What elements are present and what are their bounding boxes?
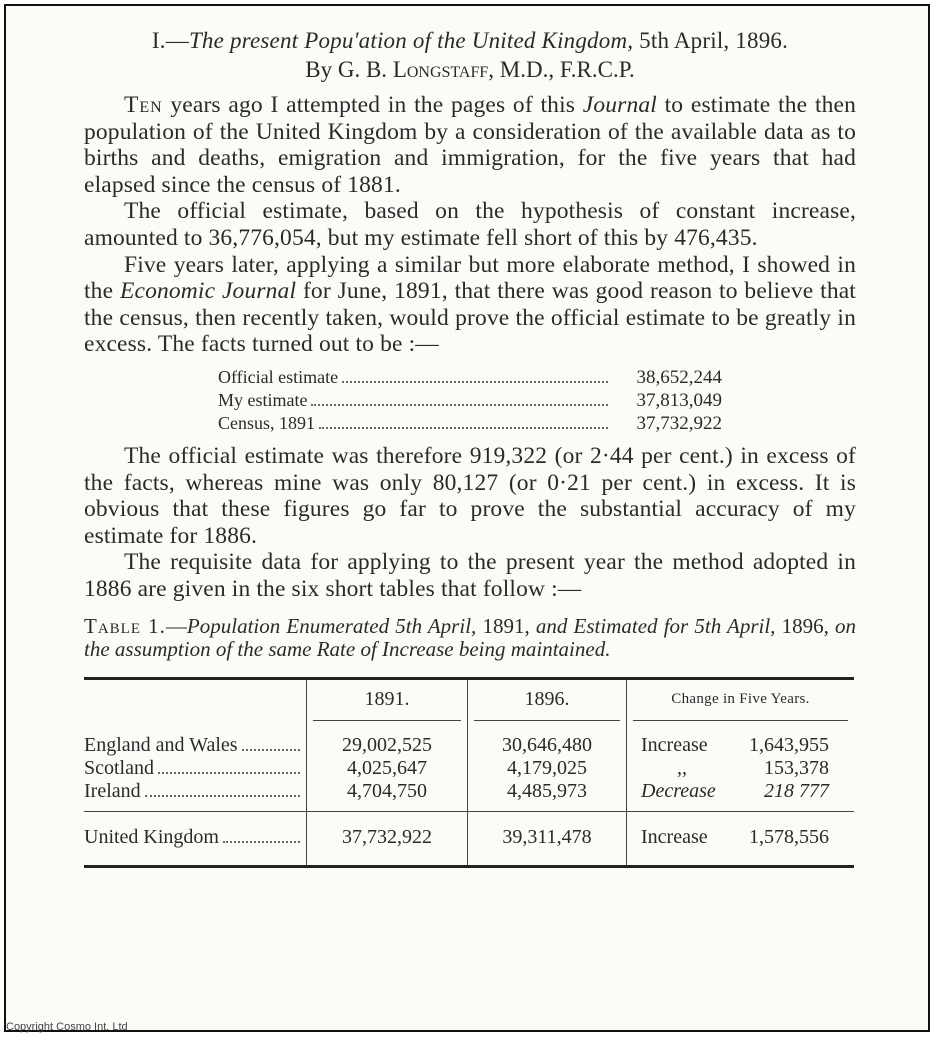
total-1896-cell: [468, 811, 627, 865]
caption-text-a: Population Enumerated 5th April,: [186, 613, 477, 638]
region-line: [84, 734, 306, 757]
y1891-value: 4,704,750: [347, 779, 427, 802]
fact-value: 38,652,244: [636, 366, 722, 388]
header-underline: [313, 720, 461, 721]
paragraph-5: The requisite data for applying to the present year the method adopted in 1886 are given in the six short tables that follow :—: [84, 549, 856, 602]
byline-initials: G. B.: [337, 57, 393, 82]
change-cell: [627, 720, 855, 812]
y1896-value: 4,179,025: [507, 756, 587, 779]
y1891-value: 4,025,647: [347, 756, 427, 779]
total-change-word: Increase: [641, 825, 708, 848]
region-name: Scotland: [84, 756, 154, 779]
title-prefix: I.—: [151, 28, 189, 53]
caption-year-2: 1896,: [775, 613, 836, 638]
leader-dots: [145, 795, 300, 797]
paragraph-3-text-a: Five years later, applying a similar but more elaborate method, I showed in the: [84, 251, 856, 305]
fact-row: [218, 412, 722, 435]
table-header-row: [84, 680, 854, 720]
header-change-text: Change in Five Years.: [671, 691, 810, 707]
fact-row: [218, 366, 722, 389]
byline-name: Longstaff: [392, 57, 489, 82]
paragraph-3: [84, 252, 856, 358]
header-1891-text: 1891.: [364, 688, 410, 710]
total-region-cell: [84, 811, 307, 865]
total-1891-cell: [307, 811, 468, 865]
change-word: ,,: [677, 756, 687, 779]
paragraph-4: The official estimate was therefore 919,322 (or 2·44 per cent.) in excess of the facts, whereas mine was only 80,127 (or 0·21 per cent.) in excess. It is obvious that these figures go far to prove the substantial accuracy of my estimate for 1886.: [84, 442, 856, 549]
paragraph-1-journal: Journal: [582, 92, 657, 118]
paragraph-2: The official estimate, based on the hypothesis of constant increase, amounted to 36,776,054, but my estimate fell short of this by 476,435.: [84, 198, 856, 251]
leader-dots: [342, 381, 608, 383]
y1896-value: 30,646,480: [502, 733, 592, 756]
region-line: [84, 757, 306, 780]
y1896-value: 4,485,973: [507, 779, 587, 802]
header-underline: [474, 720, 620, 721]
change-word: Decrease: [641, 779, 716, 802]
table-total-row: [84, 811, 854, 865]
article-byline: [84, 55, 856, 84]
table-caption: [84, 615, 856, 661]
caption-text-c: on the assumption of the same Rate of Increase being maintained.: [84, 613, 857, 661]
paragraph-1-text-b: to estimate the then population of the United Kingdom by a consideration of the available data as to births and deaths, emigration and immigration, for the five years that had elapsed since the census of 1881.: [84, 92, 857, 198]
change-value: 1,643,955: [749, 733, 829, 756]
caption-text-b: and Estimated for 5th April,: [535, 613, 776, 638]
region-name: England and Wales: [84, 733, 238, 756]
total-1896-value: 39,311,478: [502, 825, 592, 848]
region-line: [84, 780, 306, 803]
total-1891-value: 37,732,922: [342, 825, 432, 848]
leader-dots: [158, 772, 300, 774]
table-body-row: [84, 720, 854, 812]
header-change: [627, 680, 855, 720]
paragraph-1: [84, 92, 856, 198]
facts-list: [218, 366, 722, 435]
change-value: 218 777: [764, 779, 829, 802]
fact-label: My estimate: [218, 389, 308, 410]
change-line: [627, 734, 854, 757]
article-title: [84, 26, 856, 55]
change-line: [627, 826, 854, 849]
fact-label: Official estimate: [218, 366, 339, 387]
change-value: 153,378: [764, 756, 829, 779]
change-word: Increase: [641, 733, 708, 756]
caption-year-1: 1891,: [476, 613, 536, 638]
header-underline: [633, 720, 848, 721]
article-page: [84, 26, 856, 868]
change-line: [627, 757, 854, 780]
title-date: 5th April, 1896.: [633, 28, 789, 53]
header-1896-text: 1896.: [524, 688, 570, 710]
population-table-grid: [84, 680, 854, 865]
fact-label: Census, 1891: [218, 412, 316, 433]
header-1896: [468, 680, 627, 720]
caption-dash: —: [165, 613, 187, 638]
change-line: [627, 780, 854, 803]
y1891-cell: [307, 720, 468, 812]
leader-dots: [311, 404, 608, 406]
region-line: [84, 826, 306, 849]
fact-row: [218, 389, 722, 412]
byline-by: By: [305, 57, 338, 82]
leader-dots: [223, 841, 300, 843]
population-table: [84, 677, 854, 868]
total-change-value: 1,578,556: [749, 825, 829, 848]
header-1891: [307, 680, 468, 720]
paragraph-3-journal: Economic Journal: [119, 278, 297, 305]
paragraph-3-text-b: for June, 1891, that there was good reason to believe that the census, then recently taken, would prove the official estimate to be greatly in excess. The facts turned out to be :—: [84, 278, 856, 358]
paragraph-1-lead: Ten: [124, 92, 163, 118]
fact-value: 37,732,922: [636, 412, 722, 434]
region-cell: [84, 720, 307, 812]
title-italic: The present Popu'ation of the United Kingdom,: [188, 28, 634, 53]
y1896-cell: [468, 720, 627, 812]
total-region-name: United Kingdom: [84, 825, 219, 848]
header-region: [84, 680, 307, 720]
leader-dots: [319, 427, 608, 429]
fact-value: 37,813,049: [636, 389, 722, 411]
paragraph-1-text-a: years ago I attempted in the pages of this: [162, 92, 583, 118]
table-label: Table 1.: [84, 613, 166, 638]
y1891-value: 29,002,525: [342, 733, 432, 756]
region-name: Ireland: [84, 779, 141, 802]
total-change-cell: [627, 811, 855, 865]
copyright-notice: Copyright Cosmo Int. Ltd: [6, 1021, 128, 1033]
byline-suffix: , M.D., F.R.C.P.: [488, 57, 635, 82]
leader-dots: [242, 749, 300, 751]
